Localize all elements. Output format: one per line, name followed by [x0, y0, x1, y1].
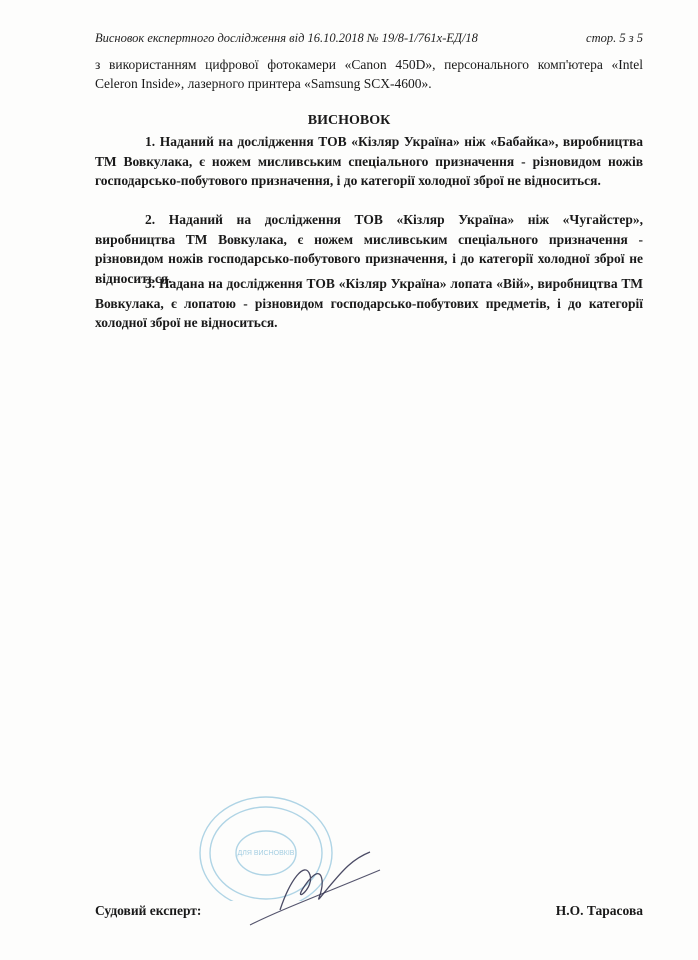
page-number: стор. 5 з 5	[586, 31, 643, 45]
signature-line	[95, 903, 643, 919]
stamp-text: ДЛЯ ВИСНОВКІВ	[237, 850, 295, 857]
conclusion-item-2: 2. Наданий на дослідження ТОВ «Кізляр Україна» ніж «Чугайстер», виробництва ТМ Вовкулака, є ножем мисливським спеціального призначення - різновидом ножів господарсько-побутового призначення, і до категорії холодної зброї не відноситься.	[95, 212, 643, 286]
conclusion-heading: ВИСНОВОК	[307, 113, 391, 128]
intro-paragraph: з використанням цифрової фотокамери «Canon 450D», персонального комп'ютера «Intel Celeron Inside», лазерного принтера «Samsung SCX-4600».	[95, 57, 643, 91]
header-title: Висновок експертного дослідження від 16.10.2018 № 19/8-1/761х-ЕД/18	[95, 31, 478, 45]
conclusion-item-3: 3. Надана на дослідження ТОВ «Кізляр Україна» лопата «Вій», виробництва ТМ Вовкулака, є лопатою - різновидом господарсько-побутових предметів, і до категорії холодної зброї не відноситься.	[95, 276, 643, 330]
page-header	[95, 31, 643, 46]
expert-role: Судовий експерт:	[95, 903, 202, 918]
expert-name: Н.О. Тарасова	[555, 903, 643, 918]
conclusion-item-1: 1. Наданий на дослідження ТОВ «Кізляр Україна» ніж «Бабайка», виробництва ТМ Вовкулака, є ножем мисливським спеціального призначення - різновидом ножів господарсько-побутового призначення, і до категорії холодної зброї не відноситься.	[95, 134, 643, 188]
